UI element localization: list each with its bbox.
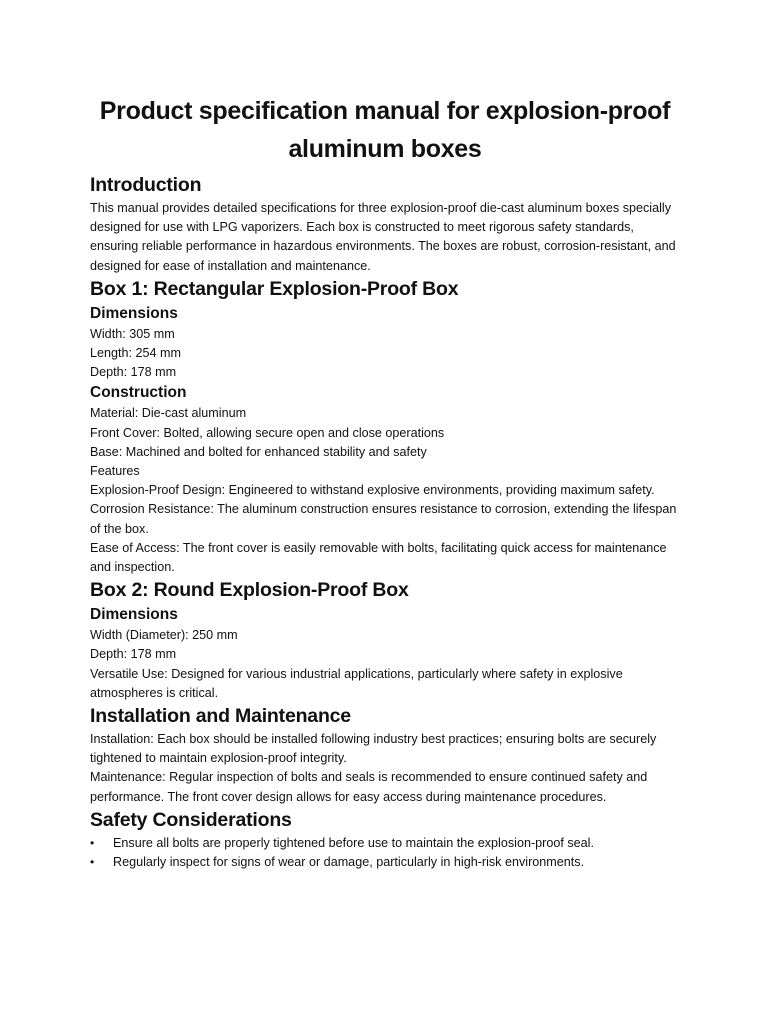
installation-heading: Installation and Maintenance bbox=[90, 705, 351, 728]
box1-dimensions-heading: Dimensions bbox=[90, 304, 178, 322]
bullet-icon: • bbox=[90, 855, 95, 870]
safety-list bbox=[90, 834, 680, 873]
box2-dimensions-heading: Dimensions bbox=[90, 606, 178, 624]
box1-explosion-proof-design: Explosion-Proof Design: Engineered to withstand explosive environments, providing maximum safety. bbox=[90, 483, 655, 498]
box1-material: Material: Die-cast aluminum bbox=[90, 406, 247, 421]
box1-front-cover: Front Cover: Bolted, allowing secure open and close operations bbox=[90, 425, 445, 440]
list-item bbox=[90, 834, 680, 854]
box2-depth: Depth: 178 mm bbox=[90, 647, 177, 662]
box1-ease-of-access: Ease of Access: The front cover is easily removable with bolts, facilitating quick access for maintenance and inspection. bbox=[90, 540, 667, 575]
box1-depth: Depth: 178 mm bbox=[90, 365, 177, 380]
box1-construction-heading: Construction bbox=[90, 384, 187, 402]
box1-length: Length: 254 mm bbox=[90, 346, 182, 361]
safety-item-text: Ensure all bolts are properly tightened before use to maintain the explosion-proof seal. bbox=[113, 835, 594, 850]
box1-corrosion-resistance: Corrosion Resistance: The aluminum construction ensures resistance to corrosion, extending the lifespan of the box. bbox=[90, 502, 677, 536]
box2-diameter: Width (Diameter): 250 mm bbox=[90, 628, 238, 643]
maintenance-text: Maintenance: Regular inspection of bolts and seals is recommended to ensure continued safety and performance. The front cover design allows for easy access during maintenance procedures. bbox=[90, 770, 648, 804]
safety-heading: Safety Considerations bbox=[90, 808, 292, 831]
box1-heading: Box 1: Rectangular Explosion-Proof Box bbox=[90, 277, 459, 300]
box2-heading: Box 2: Round Explosion-Proof Box bbox=[90, 579, 409, 602]
document-page bbox=[90, 92, 680, 873]
introduction-text: This manual provides detailed specifications for three explosion-proof die-cast aluminum boxes specially designed for use with LPG vaporizers. Each box is constructed to meet rigorous safety standards, ensuring reliable performance in hazardous environments. The boxes are robust, corrosion-resistant, and designed for ease of installation and maintenance. bbox=[90, 201, 676, 273]
safety-item-text: Regularly inspect for signs of wear or damage, particularly in high-risk environments. bbox=[113, 855, 585, 870]
box1-width: Width: 305 mm bbox=[90, 326, 175, 341]
introduction-heading: Introduction bbox=[90, 174, 202, 196]
installation-text: Installation: Each box should be installed following industry best practices; ensuring bolts are securely tightened to maintain explosion-proof integrity. bbox=[90, 732, 657, 766]
list-item bbox=[90, 853, 680, 873]
bullet-icon: • bbox=[90, 835, 95, 850]
box1-base: Base: Machined and bolted for enhanced stability and safety bbox=[90, 444, 427, 459]
box2-versatile-use: Versatile Use: Designed for various industrial applications, particularly where safety in explosive atmospheres is critical. bbox=[90, 666, 623, 700]
box1-features-label: Features bbox=[90, 464, 140, 479]
document-title: Product specification manual for explosion-proof aluminum boxes bbox=[99, 97, 671, 163]
